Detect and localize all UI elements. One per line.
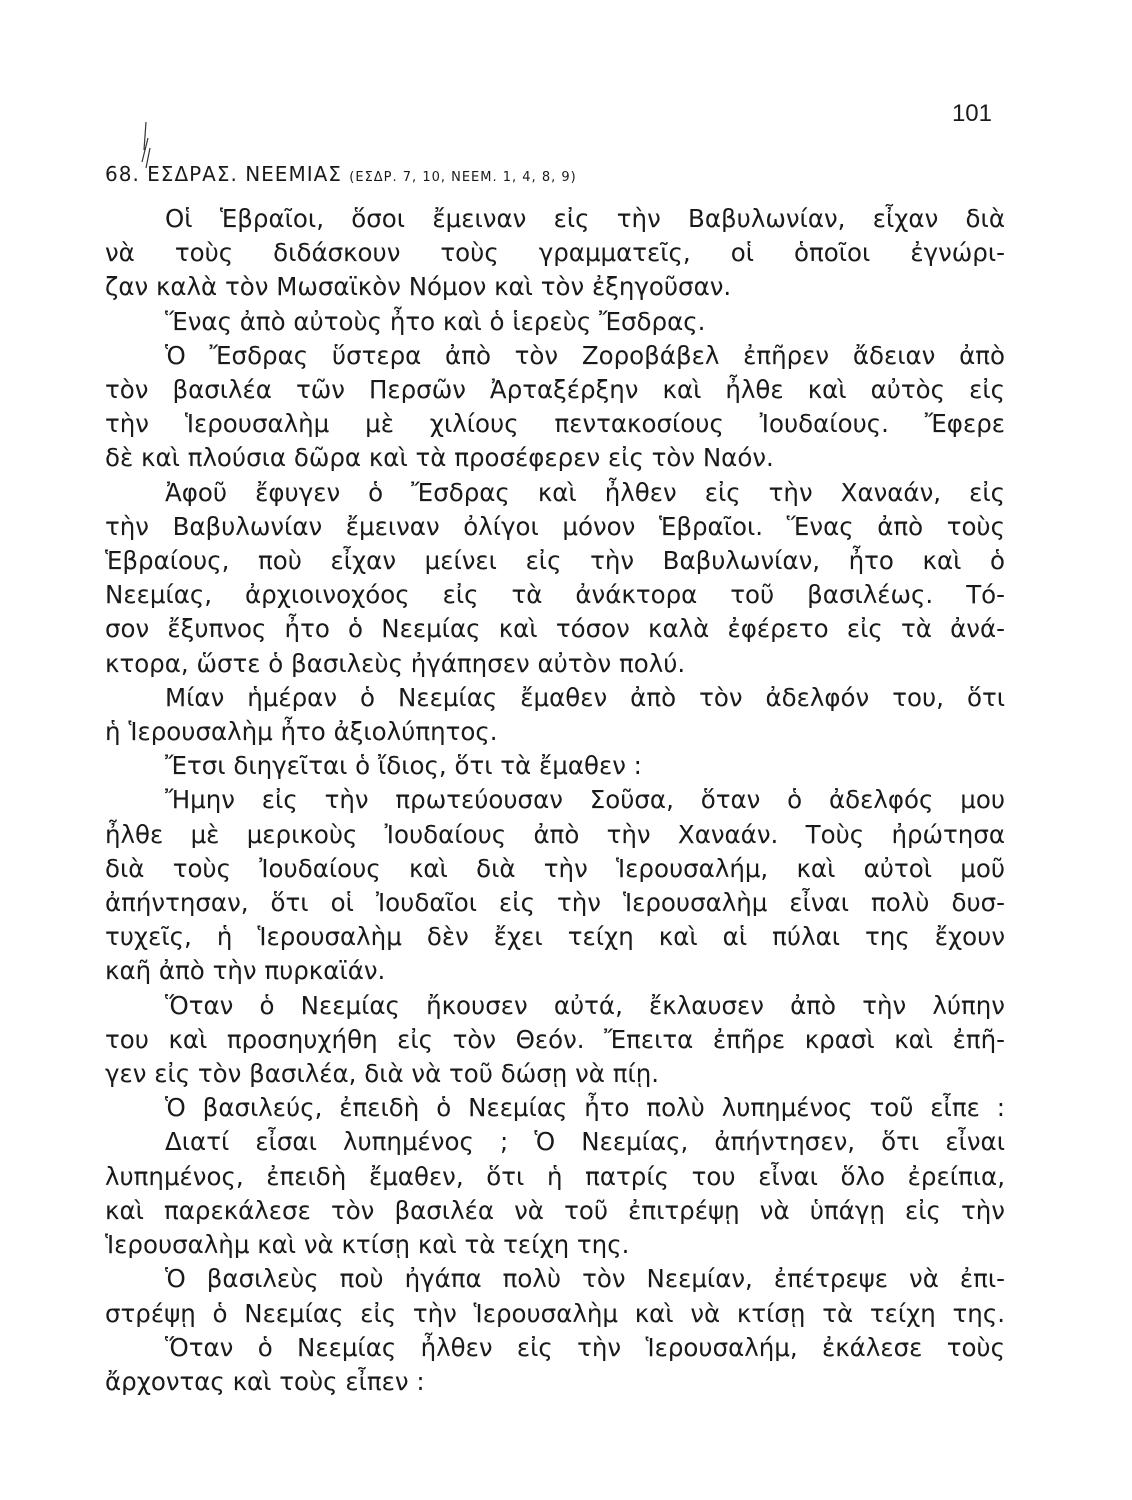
page-body — [105, 162, 1005, 1399]
text-line: ἦλθε μὲ μερικοὺς Ἰουδαίους ἀπὸ τὴν Χαναάν. Τοὺς ἠρώτησα — [105, 819, 1005, 849]
text-line: Ἱερουσαλὴμ καὶ νὰ κτίσῃ καὶ τὰ τείχη της. — [105, 1230, 630, 1260]
text-line: νὰ τοὺς διδάσκουν τοὺς γραμματεῖς, οἱ ὁποῖοι ἐγνώρι- — [105, 238, 1005, 268]
text-line: ἡ Ἱερουσαλὴμ ἦτο ἀξιολύπητος. — [105, 717, 498, 747]
text-line: Νεεμίας, ἀρχιοινοχόος εἰς τὰ ἀνάκτορα τοῦ βασιλέως. Τό- — [105, 580, 1005, 610]
text-line: τυχεῖς, ἡ Ἱερουσαλὴμ δὲν ἔχει τείχη καὶ αἱ πύλαι της ἔχουν — [105, 922, 1005, 952]
text-line: τὴν Βαβυλωνίαν ἔμειναν ὀλίγοι μόνον Ἑβραῖοι. Ἕνας ἀπὸ τοὺς — [105, 511, 1005, 541]
text-line: Ὅταν ὁ Νεεμίας ἤκουσεν αὐτά, ἔκλαυσεν ἀπὸ τὴν λύπην — [165, 990, 1005, 1020]
text-line: διὰ τοὺς Ἰουδαίους καὶ διὰ τὴν Ἱερουσαλήμ, καὶ αὐτοὶ μοῦ — [105, 853, 1005, 883]
text-line: στρέψῃ ὁ Νεεμίας εἰς τὴν Ἱερουσαλὴμ καὶ νὰ κτίσῃ τὰ τείχη της. — [105, 1298, 1005, 1328]
text-line: Οἱ Ἑβραῖοι, ὅσοι ἔμειναν εἰς τὴν Βαβυλωνίαν, εἶχαν διὰ — [165, 204, 1005, 233]
text-line: Ὁ βασιλεὺς ποὺ ἠγάπα πολὺ τὸν Νεεμίαν, ἐπέτρεψε νὰ ἐπι- — [165, 1264, 1005, 1294]
text-line: Ἤμην εἰς τὴν πρωτεύουσαν Σοῦσα, ὅταν ὁ ἀδελφός μου — [165, 785, 1005, 815]
scripture-reference: (ΕΣΔΡ. 7, 10, ΝΕΕΜ. 1, 4, 8, 9) — [349, 170, 577, 185]
text-line: δὲ καὶ πλούσια δῶρα καὶ τὰ προσέφερεν εἰς τὸν Ναόν. — [105, 443, 774, 473]
text-line: τὸν βασιλέα τῶν Περσῶν Ἀρταξέρξην καὶ ἦλθε καὶ αὐτὸς εἰς — [105, 375, 1005, 405]
text-line: τὴν Ἱερουσαλὴμ μὲ χιλίους πεντακοσίους Ἰουδαίους. Ἔφερε — [105, 409, 1005, 439]
text-line: ἀπήντησαν, ὅτι οἱ Ἰουδαῖοι εἰς τὴν Ἱερουσαλὴμ εἶναι πολὺ δυσ- — [105, 888, 1005, 918]
text-line: λυπημένος, ἐπειδὴ ἔμαθεν, ὅτι ἡ πατρίς του εἶναι ὅλο ἐρείπια, — [105, 1161, 1005, 1191]
text-line: Ἀφοῦ ἔφυγεν ὁ Ἔσδρας καὶ ἦλθεν εἰς τὴν Χαναάν, εἰς — [165, 477, 1005, 507]
text-line: Ὁ βασιλεύς, ἐπειδὴ ὁ Νεεμίας ἦτο πολὺ λυπημένος τοῦ εἶπε : — [165, 1093, 1005, 1123]
text-line: του καὶ προσηυχήθη εἰς τὸν Θεόν. Ἔπειτα ἐπῆρε κρασὶ καὶ ἐπῆ- — [105, 1024, 1005, 1054]
text-line: Ἑβραίους, ποὺ εἶχαν μείνει εἰς τὴν Βαβυλωνίαν, ἦτο καὶ ὁ — [105, 546, 1005, 576]
text-line: Μίαν ἡμέραν ὁ Νεεμίας ἔμαθεν ἀπὸ τὸν ἀδελφόν του, ὅτι — [165, 682, 1005, 712]
text-line: Ἔτσι διηγεῖται ὁ ἴδιος, ὅτι τὰ ἔμαθεν : — [165, 751, 642, 781]
text-line: Ὅταν ὁ Νεεμίας ἦλθεν εἰς τὴν Ἱερουσαλήμ, ἐκάλεσε τοὺς — [165, 1332, 1005, 1362]
lesson-heading — [105, 162, 1005, 186]
text-line: Ὁ Ἔσδρας ὕστερα ἀπὸ τὸν Ζοροβάβελ ἐπῆρεν ἄδειαν ἀπὸ — [165, 340, 1005, 370]
text-line: κτορα, ὥστε ὁ βασιλεὺς ἠγάπησεν αὐτὸν πολύ. — [105, 648, 686, 678]
text-line: σον ἔξυπνος ἦτο ὁ Νεεμίας καὶ τόσον καλὰ ἐφέρετο εἰς τὰ ἀνά- — [105, 614, 1005, 644]
lesson-title: 68. ΕΣΔΡΑΣ. ΝΕΕΜΙΑΣ — [105, 162, 342, 186]
text-line: γεν εἰς τὸν βασιλέα, διὰ νὰ τοῦ δώσῃ νὰ πίῃ. — [105, 1059, 660, 1089]
page-number: 101 — [951, 100, 992, 127]
text-line: καὶ παρεκάλεσε τὸν βασιλέα νὰ τοῦ ἐπιτρέψῃ νὰ ὑπάγῃ εἰς τὴν — [105, 1195, 1005, 1225]
text-line: ζαν καλὰ τὸν Μωσαϊκὸν Νόμον καὶ τὸν ἐξηγοῦσαν. — [105, 272, 732, 302]
text-line: καῆ ἀπὸ τὴν πυρκαϊάν. — [105, 956, 386, 986]
text-line: Ἕνας ἀπὸ αὐτοὺς ἦτο καὶ ὁ ἱερεὺς Ἔσδρας. — [165, 306, 706, 336]
text-line: ἄρχοντας καὶ τοὺς εἶπεν : — [105, 1366, 425, 1396]
text-line: Διατί εἶσαι λυπημένος ; Ὁ Νεεμίας, ἀπήντησεν, ὅτι εἶναι — [165, 1127, 1005, 1157]
